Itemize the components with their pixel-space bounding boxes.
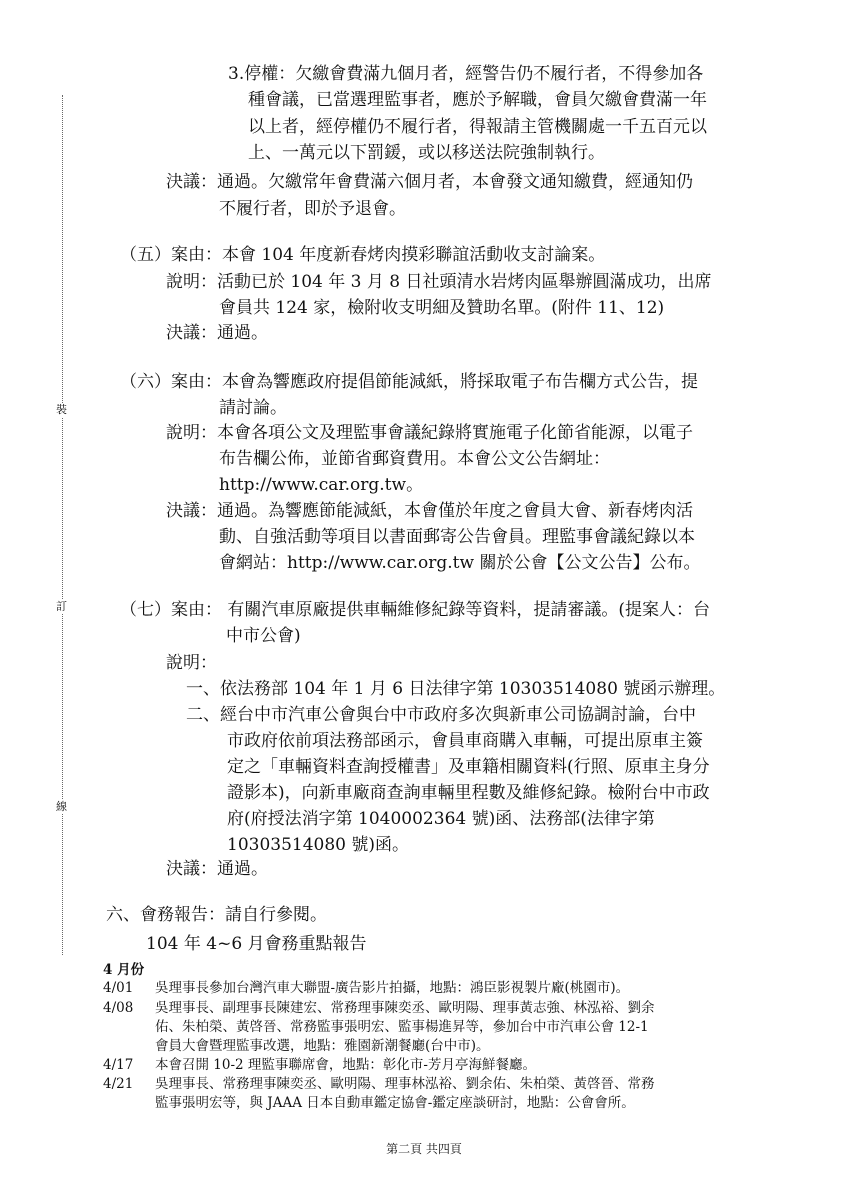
page-footer: 第二頁 共四頁: [386, 1142, 462, 1156]
item3-line: 以上者，經停權仍不履行者，得報請主管機關處一千五百元以: [248, 117, 707, 137]
case6-resolution: 動、自強活動等項目以書面郵寄公告會員。理監事會議紀錄以本: [219, 527, 695, 547]
entry-date: 4/01: [103, 980, 134, 996]
case6-url: http://www.car.org.tw。: [219, 475, 424, 495]
section-subtitle: 104 年 4~6 月會務重點報告: [146, 934, 367, 954]
entry-text: 吳理事長參加台灣汽車大聯盟-廣告影片拍攝，地點：鴻臣影視製片廠(桃園市)。: [155, 980, 630, 996]
item3-line: 上、一萬元以下罰鍰，或以移送法院強制執行。: [248, 143, 605, 163]
case7-explanation-label: 說明：: [166, 653, 217, 673]
entry-text: 本會召開 10-2 理監事聯席會，地點：彰化市-芳月亭海鮮餐廳。: [155, 1057, 536, 1073]
case7-point-two: 10303514080 號)函。: [227, 835, 410, 855]
case6-explanation: 說明：本會各項公文及理監事會議紀錄將實施電子化節省能源，以電子: [166, 423, 693, 443]
item3-line: 種會議，已當選理監事者，應於予解職，會員欠繳會費滿一年: [248, 90, 707, 110]
case6-title: 請討論。: [219, 398, 287, 418]
case6-title: （六）案由：本會為響應政府提倡節能減紙，將採取電子布告欄方式公告，提: [120, 372, 698, 392]
entry-text: 會員大會暨理監事改選，地點：雅園新潮餐廳(台中市)。: [155, 1038, 490, 1054]
entry-text: 吳理事長、常務理事陳奕丞、歐明陽、理事林泓裕、劉余佑、朱柏榮、黃啓晉、常務: [155, 1076, 655, 1092]
entry-text: 吳理事長、副理事長陳建宏、常務理事陳奕丞、歐明陽、理事黃志強、林泓裕、劉余: [155, 1000, 655, 1016]
entry-text: 佑、朱柏榮、黃啓晉、常務監事張明宏、監事楊進昇等，參加台中市汽車公會 12-1: [155, 1019, 649, 1035]
section-title: 六、會務報告：請自行參閱。: [106, 905, 327, 925]
binding-mark-middle: 訂: [56, 600, 67, 613]
entry-date: 4/17: [103, 1057, 134, 1073]
entry-date: 4/08: [103, 1000, 134, 1016]
case6-resolution: 決議：通過。為響應節能減紙，本會僅於年度之會員大會、新春烤肉活: [166, 501, 693, 521]
case5-explanation: 會員共 124 家，檢附收支明細及贊助名單。(附件 11、12): [219, 298, 665, 318]
case7-point-one: 一、依法務部 104 年 1 月 6 日法律字第 10303514080 號函示辦理。: [186, 679, 726, 699]
case7-point-two: 二、經台中市汽車公會與台中市政府多次與新車公司協調討論，台中: [186, 705, 696, 725]
case7-title: 中市公會): [226, 626, 301, 646]
case5-explanation: 說明：活動已於 104 年 3 月 8 日社頭清水岩烤肉區舉辦圓滿成功，出席: [166, 272, 712, 292]
case7-title: （七）案由： 有關汽車原廠提供車輛維修紀錄等資料，提請審議。(提案人：台: [120, 600, 711, 620]
resolution-line: 決議：通過。欠繳常年會費滿六個月者，本會發文通知繳費，經通知仍: [166, 172, 693, 192]
case7-resolution: 決議：通過。: [166, 859, 268, 879]
case5-resolution: 決議：通過。: [166, 323, 268, 343]
case7-point-two: 府(府授法消字第 1040002364 號)函、法務部(法律字第: [227, 809, 655, 829]
entry-text: 監事張明宏等，與 JAAA 日本自動車鑑定協會-鑑定座談研討，地點：公會會所。: [155, 1095, 635, 1111]
month-heading: 4 月份: [103, 962, 145, 978]
binding-mark-bottom: 線: [56, 800, 67, 813]
case6-explanation: 布告欄公佈，並節省郵資費用。本會公文公告網址：: [219, 449, 610, 469]
entry-date: 4/21: [103, 1076, 134, 1092]
case5-title: （五）案由：本會 104 年度新春烤肉摸彩聯誼活動收支討論案。: [120, 245, 606, 265]
case7-point-two: 定之「車輛資料查詢授權書」及車籍相關資料(行照、原車主身分: [227, 757, 710, 777]
binding-mark-top: 裝: [56, 403, 67, 416]
binding-line: [62, 95, 63, 955]
case7-point-two: 市政府依前項法務部函示，會員車商購入車輛，可提出原車主簽: [227, 731, 703, 751]
case6-resolution: 會網站：http://www.car.org.tw 關於公會【公文公告】公布。: [219, 553, 701, 573]
case7-point-two: 證影本)，向新車廠商查詢車輛里程數及維修紀錄。檢附台中市政: [227, 783, 710, 803]
resolution-line: 不履行者，即於予退會。: [219, 199, 406, 219]
item3-line: 3.停權：欠繳會費滿九個月者，經警告仍不履行者，不得參加各: [228, 64, 704, 84]
